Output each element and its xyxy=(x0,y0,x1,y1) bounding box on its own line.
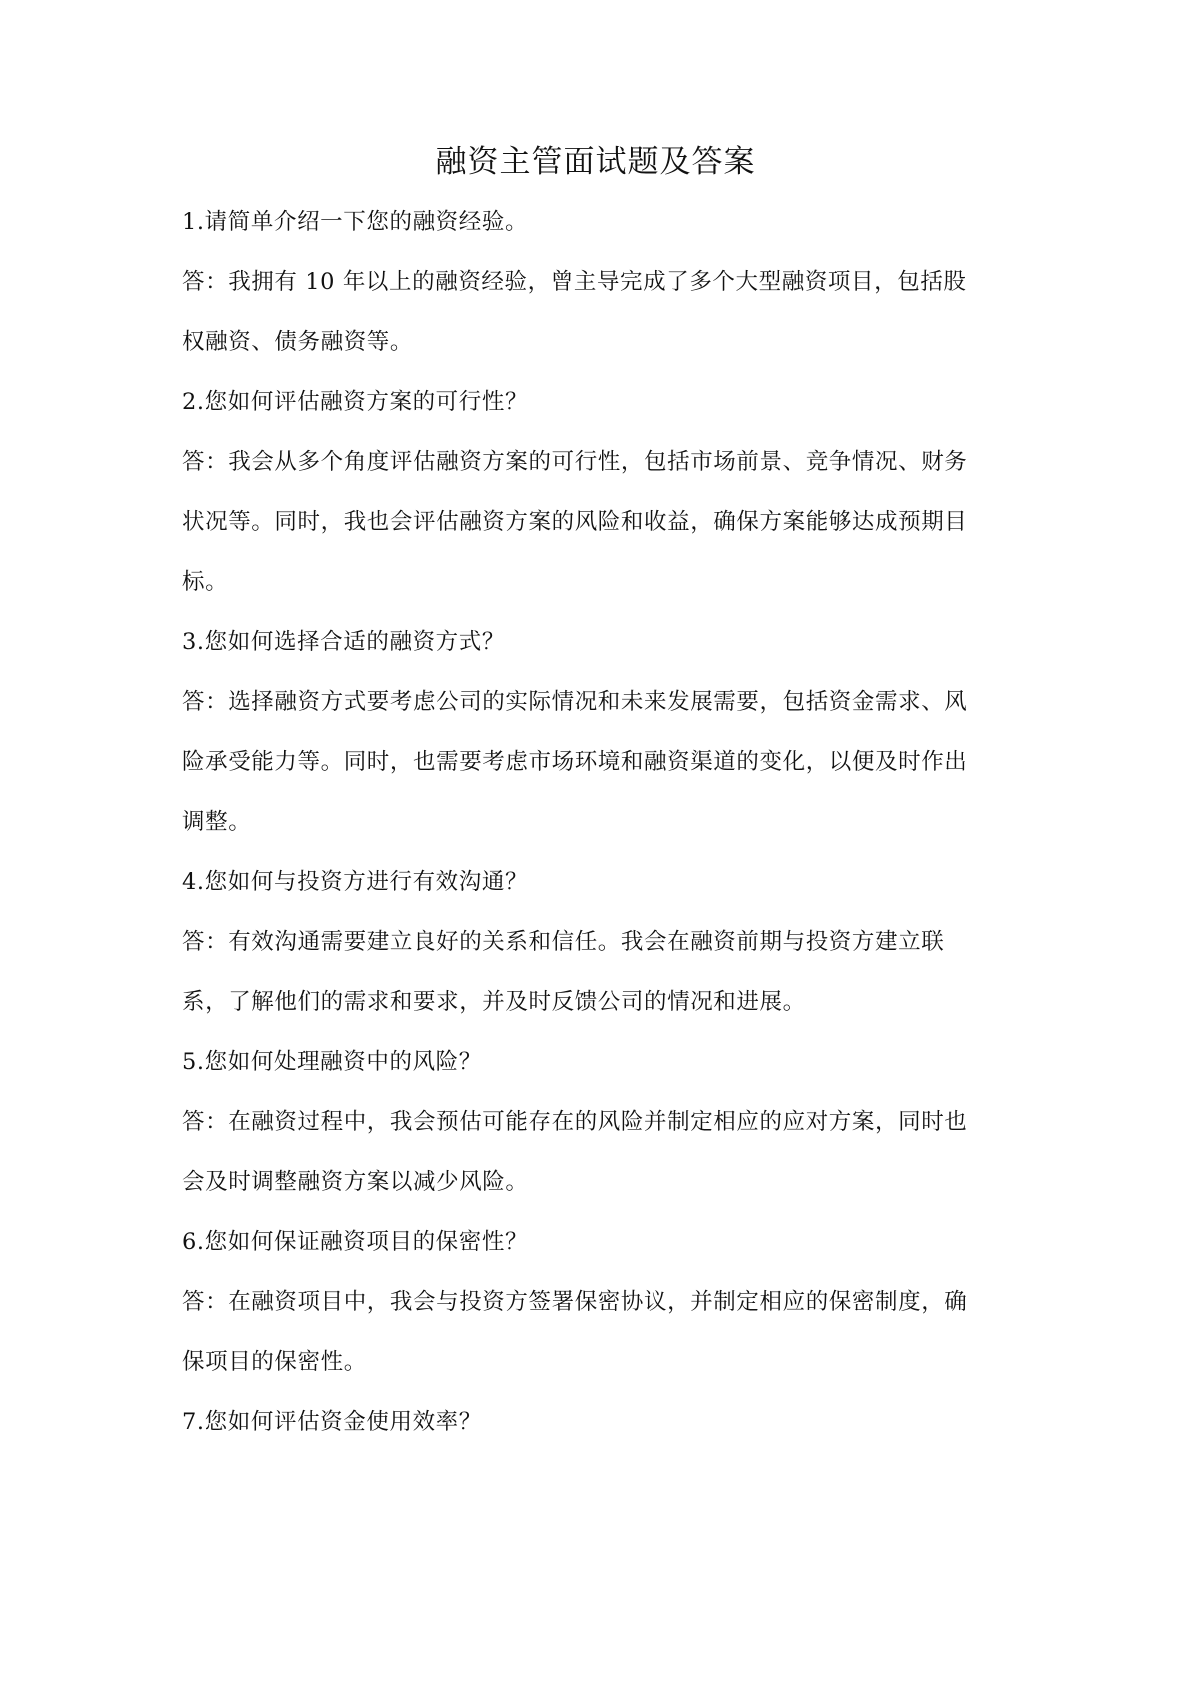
answer-6-line-2: 保项目的保密性。 xyxy=(182,1349,367,1375)
question-5-line: 5.您如何处理融资中的风险？ xyxy=(182,1049,482,1075)
answer-3-line-3: 调整。 xyxy=(182,809,252,835)
answer-2-line-2: 状况等。同时，我也会评估融资方案的风险和收益，确保方案能够达成预期目 xyxy=(182,509,968,535)
question-4-line: 4.您如何与投资方进行有效沟通？ xyxy=(182,869,529,895)
question-3-line: 3.您如何选择合适的融资方式？ xyxy=(182,629,505,655)
question-7-line: 7.您如何评估资金使用效率？ xyxy=(182,1409,482,1435)
document-title: 融资主管面试题及答案 xyxy=(435,144,756,180)
answer-5-line-2: 会及时调整融资方案以减少风险。 xyxy=(182,1169,529,1195)
answer-2-line-3: 标。 xyxy=(182,569,229,595)
answer-3-line-2: 险承受能力等。同时，也需要考虑市场环境和融资渠道的变化，以便及时作出 xyxy=(182,749,968,775)
answer-4-line-1: 答：有效沟通需要建立良好的关系和信任。我会在融资前期与投资方建立联 xyxy=(182,929,945,955)
answer-5-line-1: 答：在融资过程中，我会预估可能存在的风险并制定相应的应对方案，同时也 xyxy=(182,1109,968,1135)
answer-1-line-1: 答：我拥有 10 年以上的融资经验，曾主导完成了多个大型融资项目，包括股 xyxy=(182,269,967,295)
answer-1-line-2: 权融资、债务融资等。 xyxy=(182,329,414,355)
question-2-line: 2.您如何评估融资方案的可行性？ xyxy=(182,389,529,415)
answer-6-line-1: 答：在融资项目中，我会与投资方签署保密协议，并制定相应的保密制度，确 xyxy=(182,1289,968,1315)
answer-4-line-2: 系，了解他们的需求和要求，并及时反馈公司的情况和进展。 xyxy=(182,989,806,1015)
question-6-line: 6.您如何保证融资项目的保密性？ xyxy=(182,1229,529,1255)
answer-2-line-1: 答：我会从多个角度评估融资方案的可行性，包括市场前景、竞争情况、财务 xyxy=(182,449,968,475)
answer-3-line-1: 答：选择融资方式要考虑公司的实际情况和未来发展需要，包括资金需求、风 xyxy=(182,689,968,715)
question-1-line: 1.请简单介绍一下您的融资经验。 xyxy=(182,209,529,235)
